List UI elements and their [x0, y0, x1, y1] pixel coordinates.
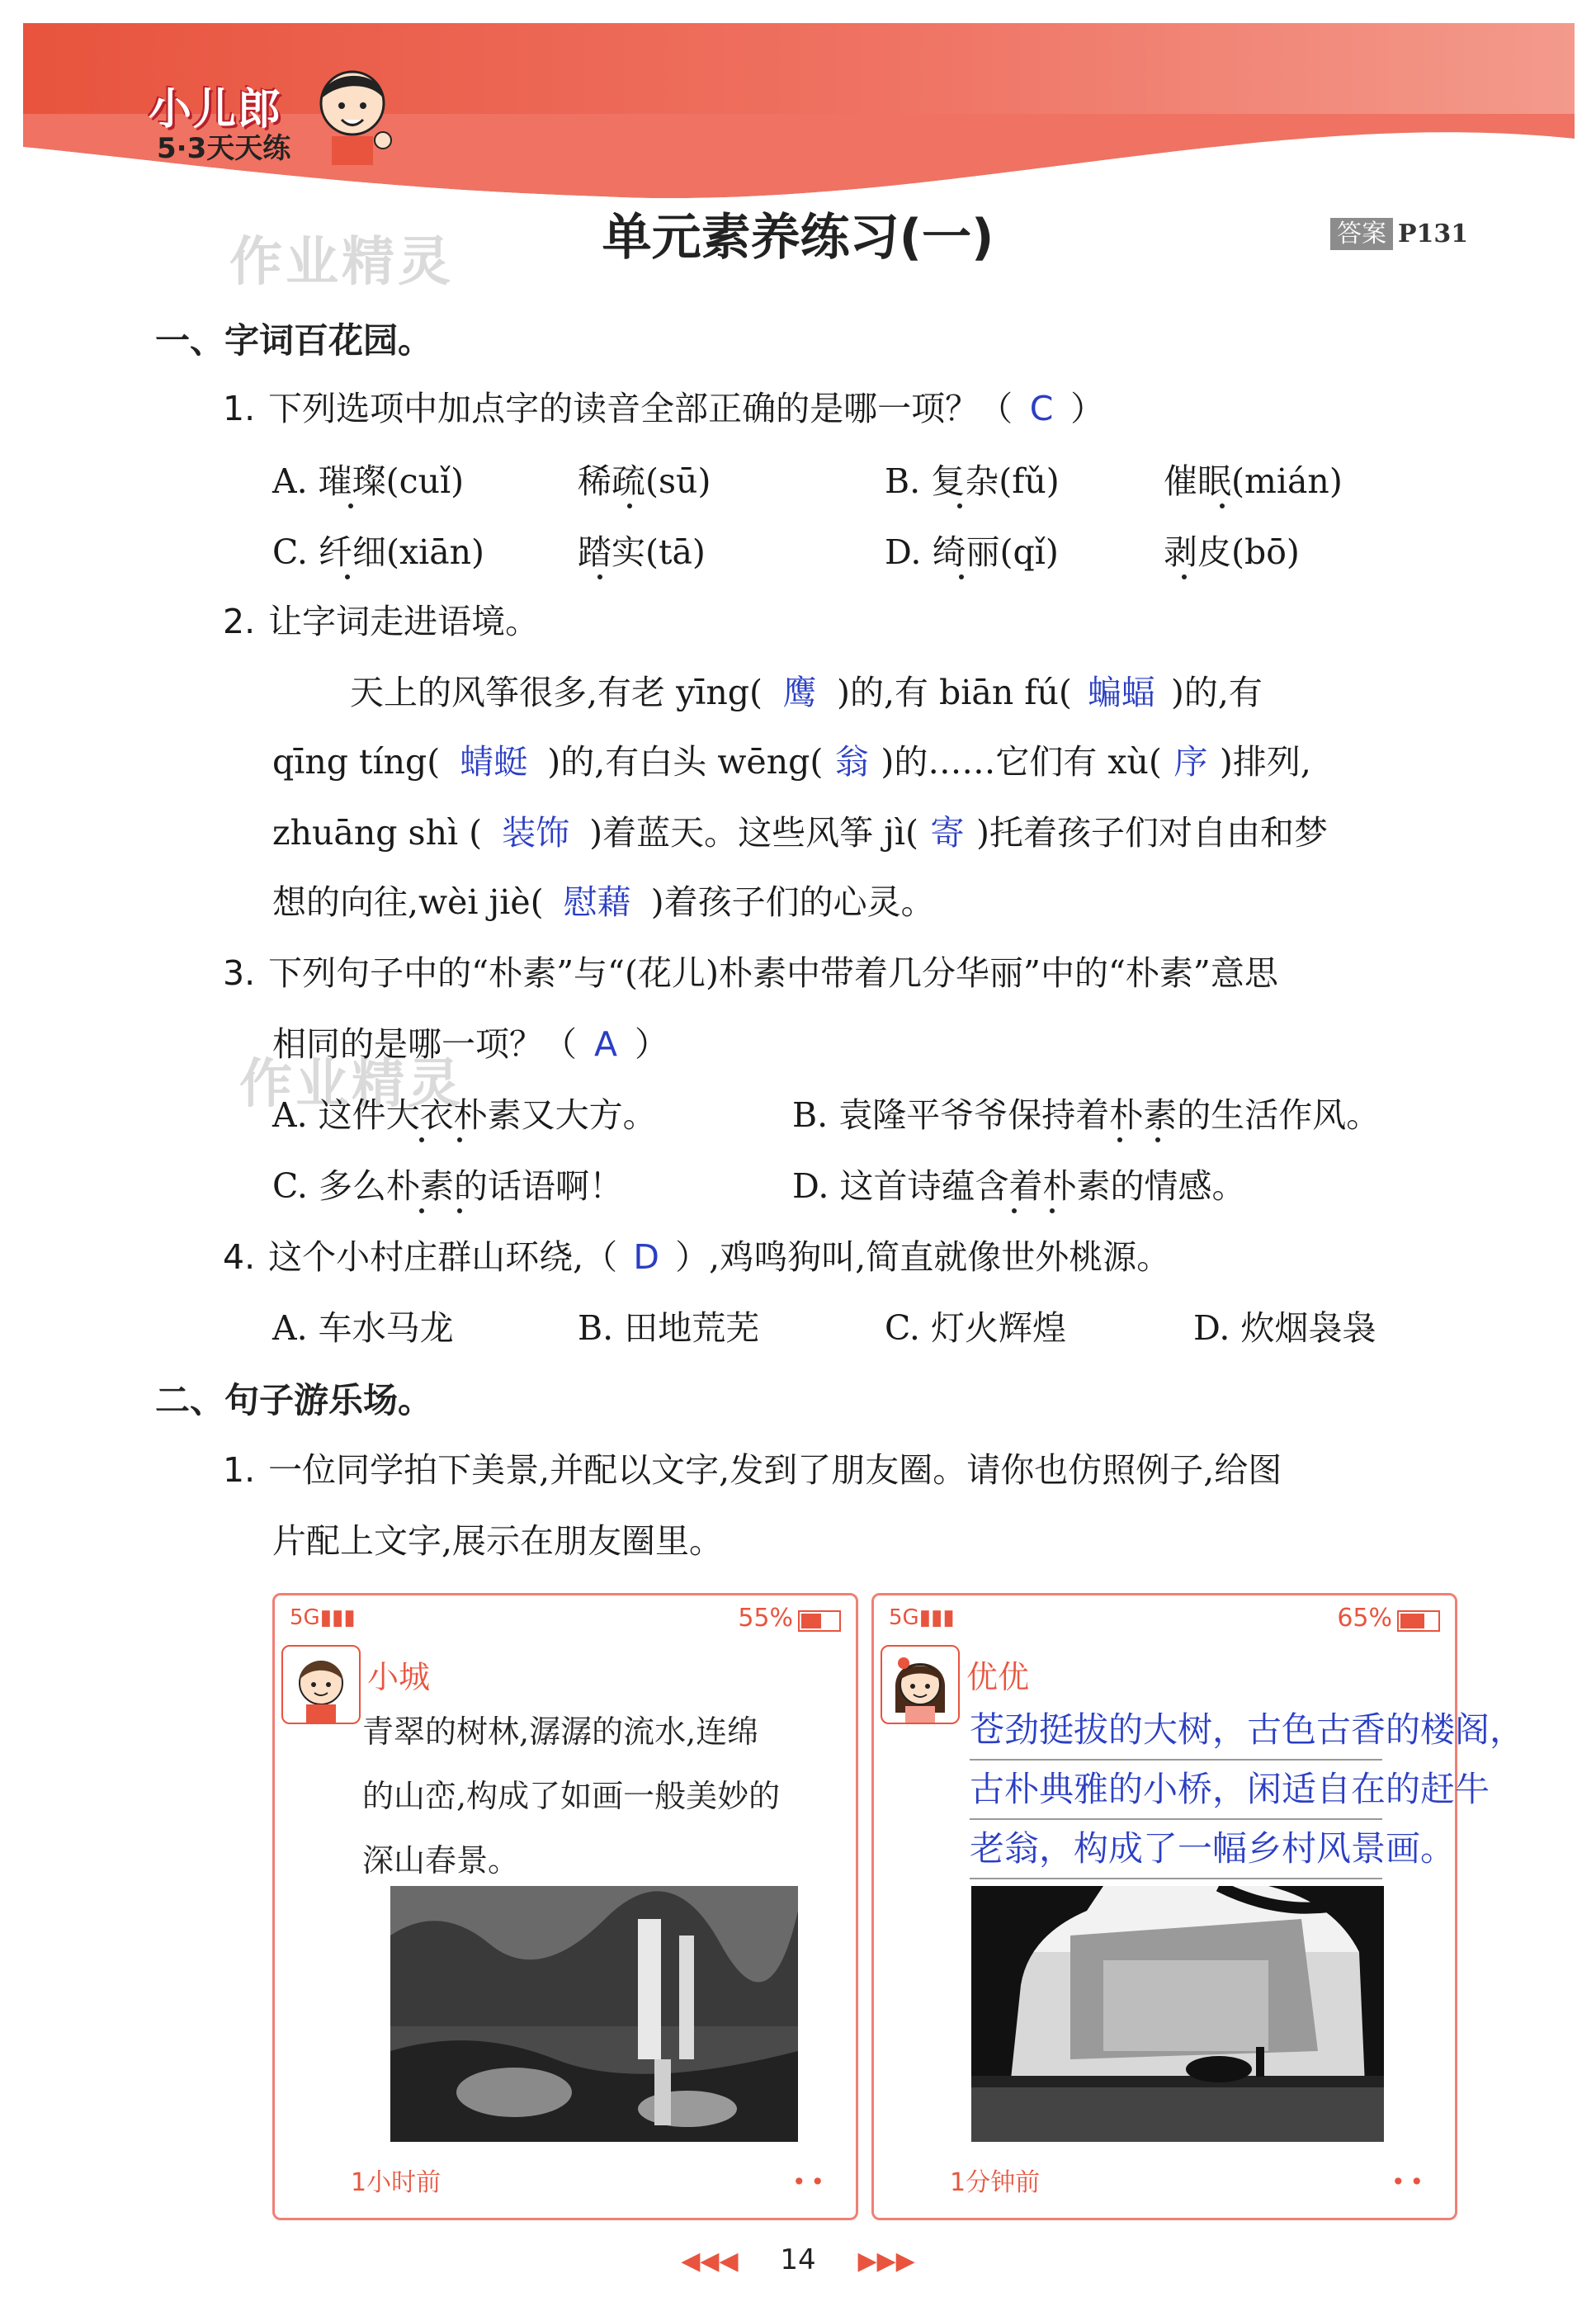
question-4: [223, 1230, 1170, 1279]
emphasis-dot: [1155, 1137, 1160, 1142]
emphasis-dot: [419, 1137, 424, 1142]
question-text: ）,鸡鸣狗叫,简直就像世外桃源。: [675, 1237, 1171, 1277]
avatar-boy: [281, 1645, 361, 1724]
more-icon[interactable]: ••: [791, 2168, 829, 2195]
avatar-boy-icon: [283, 1647, 359, 1723]
option-a2: 稀疏(sū): [578, 461, 711, 501]
emphasis-dot: [419, 1208, 424, 1213]
village-photo: [971, 1886, 1384, 2142]
avatar-girl: [881, 1645, 960, 1724]
battery-percent: 55%: [738, 1604, 793, 1633]
signal-label: 5G: [290, 1605, 320, 1630]
passage-text: )着孩子们的心灵。: [650, 882, 935, 922]
answer-fill: C: [1029, 389, 1054, 428]
post-time: 1小时前: [351, 2168, 441, 2197]
page-footer: [0, 2243, 1596, 2276]
question-text: 一位同学拍下美景,并配以文字,发到了朋友圈。请你也仿照例子,给图: [268, 1450, 1282, 1490]
passage-text: 想的向往,wèi jiè(: [272, 882, 544, 922]
passage-line-2: [272, 735, 1311, 783]
passage-text: qīng tíng(: [272, 742, 441, 782]
emphasis-dot: [348, 503, 353, 508]
prev-arrows-icon: ◀◀◀: [681, 2247, 739, 2276]
fill-bianfu: 蝙蝠: [1087, 673, 1155, 712]
signal-icon: 5G▮▮▮: [290, 1605, 356, 1630]
battery-icon: [1397, 1610, 1440, 1632]
battery-fill: [801, 1614, 821, 1628]
passage-text: )的……它们有 xù(: [881, 742, 1162, 782]
emphasis-dot: [1050, 1208, 1055, 1213]
fill-weijie: 慰藉: [563, 882, 631, 922]
question-1: [223, 381, 1104, 430]
fill-zhuangshi: 装饰: [502, 813, 570, 853]
fill-ji: 寄: [930, 813, 965, 853]
page-number: 14: [780, 2243, 816, 2276]
waterfall-photo: [390, 1886, 798, 2142]
question-2: [223, 594, 539, 643]
signal-label: 5G: [889, 1605, 919, 1630]
passage-line-4: [272, 875, 935, 924]
passage-text: )排列,: [1219, 742, 1311, 782]
option-d: D. 这首诗蕴含着朴素的情感。: [792, 1166, 1246, 1206]
fill-xu: 序: [1173, 742, 1208, 782]
answer-page: P131: [1398, 220, 1469, 248]
question-number: 2.: [223, 602, 256, 641]
moments-card-2: [871, 1593, 1525, 2220]
option-b: B. 袁隆平爷爷保持着朴素的生活作风。: [792, 1095, 1381, 1135]
paren-close: ）: [635, 1024, 668, 1064]
post-time: 1分钟前: [950, 2168, 1041, 2197]
avatar-girl-icon: [882, 1647, 958, 1723]
page-title: 单元素养练习(一): [602, 209, 994, 267]
poster-name: 优优: [966, 1659, 1030, 1695]
question-number: 1.: [223, 389, 256, 428]
post-text-line: 深山春景。: [362, 1842, 520, 1879]
question-3-line2: [272, 1017, 668, 1066]
option-c2: 踏实(tā): [578, 532, 706, 572]
battery-percent: 65%: [1337, 1604, 1392, 1633]
option-c: C. 多么朴素的话语啊！: [272, 1166, 623, 1206]
next-arrows-icon: ▶▶▶: [857, 2247, 915, 2276]
fill-ying: 鹰: [782, 673, 817, 712]
watermark-middle: 作业精灵: [239, 1054, 464, 1115]
answer-fill: A: [593, 1024, 618, 1064]
question-number: 3.: [223, 953, 256, 993]
post-text-line: 的山峦,构成了如画一般美妙的: [362, 1778, 781, 1814]
passage-text: 天上的风筝很多,有老 yīng(: [350, 673, 763, 712]
emphasis-dot: [1220, 503, 1225, 508]
answer-reference: [1330, 213, 1468, 249]
question-text: 相同的是哪一项？（: [272, 1024, 577, 1064]
brand-logo: 小儿郎: [149, 85, 283, 135]
answer-fill: D: [633, 1237, 659, 1277]
fill-weng: 翁: [834, 742, 869, 782]
signal-icon: 5G▮▮▮: [889, 1605, 955, 1630]
emphasis-dot: [1117, 1137, 1122, 1142]
battery-fill: [1400, 1614, 1424, 1628]
option-a: A. 这件大衣朴素又大方。: [272, 1095, 657, 1135]
emphasis-dot: [345, 574, 350, 579]
option-b: B. 复杂(fǔ): [885, 461, 1060, 501]
option-a: A. 车水马龙: [272, 1308, 454, 1348]
emphasis-dot: [957, 503, 962, 508]
passage-line-3: [272, 806, 1328, 854]
question-text: 让字词走进语境。: [268, 602, 540, 641]
brand-subtitle: 5·3天天练: [157, 132, 291, 165]
question-text: 下列选项中加点字的读音全部正确的是哪一项？（: [268, 389, 1013, 428]
option-c: C. 灯火辉煌: [885, 1308, 1066, 1348]
emphasis-dot: [597, 574, 602, 579]
option-c: C. 纤细(xiān): [272, 532, 485, 572]
passage-text: )的,有: [1170, 673, 1263, 712]
option-b2: 催眠(mián): [1164, 461, 1343, 501]
paren-close: ）: [1070, 389, 1105, 428]
fill-qingting: 蜻蜓: [460, 742, 528, 782]
passage-text: )托着孩子们对自由和梦: [976, 813, 1328, 853]
post-text-line: 青翠的树林,潺潺的流水,连绵: [362, 1713, 759, 1750]
option-d2: 剥皮(bō): [1164, 532, 1300, 572]
question-number: 1.: [223, 1450, 256, 1490]
poster-name: 小城: [367, 1659, 431, 1695]
emphasis-dot: [1012, 1208, 1017, 1213]
emphasis-dot: [1182, 574, 1187, 579]
passage-text: zhuāng shì (: [272, 813, 483, 853]
option-d: D. 炊烟袅袅: [1193, 1308, 1376, 1348]
handwritten-answer: [970, 1701, 1525, 1879]
emphasis-dot: [959, 574, 964, 579]
question-3: [223, 946, 1278, 995]
emphasis-dot: [627, 503, 632, 508]
passage-text: )的,有 biān fú(: [837, 673, 1072, 712]
emphasis-dot: [457, 1208, 462, 1213]
post-text: [362, 1699, 841, 1893]
section-heading-1: 一、字词百花园。: [155, 320, 433, 361]
more-icon[interactable]: ••: [1391, 2168, 1428, 2195]
option-a: A. 璀璨(cuǐ): [272, 461, 465, 501]
option-d: D. 绮丽(qǐ): [885, 532, 1059, 572]
answer-line: 苍劲挺拔的大树，古色古香的楼阁，: [970, 1701, 1382, 1761]
battery-icon: [798, 1610, 841, 1632]
answer-line: 老翁，构成了一幅乡村风景画。: [970, 1820, 1382, 1879]
section-heading-2: 二、句子游乐场。: [155, 1380, 433, 1420]
watermark-top: 作业精灵: [229, 232, 454, 293]
section2-question-1-line2: 片配上文字,展示在朋友圈里。: [272, 1521, 724, 1561]
emphasis-dot: [457, 1137, 462, 1142]
mascot-boy-icon: [307, 58, 398, 165]
question-text: 下列句子中的“朴素”与“(花儿)朴素中带着几分华丽”中的“朴素”意思: [268, 953, 1278, 993]
question-text: 这个小村庄群山环绕,（: [268, 1237, 618, 1277]
passage-line-1: [350, 665, 1263, 714]
passage-text: )着蓝天。这些风筝 jì(: [589, 813, 918, 853]
answer-line: 古朴典雅的小桥，闲适自在的赶牛: [970, 1761, 1382, 1820]
option-b: B. 田地荒芜: [578, 1308, 760, 1348]
section2-question-1: [223, 1443, 1282, 1491]
question-number: 4.: [223, 1237, 256, 1277]
moments-card-1: [272, 1593, 858, 2220]
passage-text: )的,有白头 wēng(: [547, 742, 824, 782]
answer-label: 答案: [1330, 218, 1393, 250]
